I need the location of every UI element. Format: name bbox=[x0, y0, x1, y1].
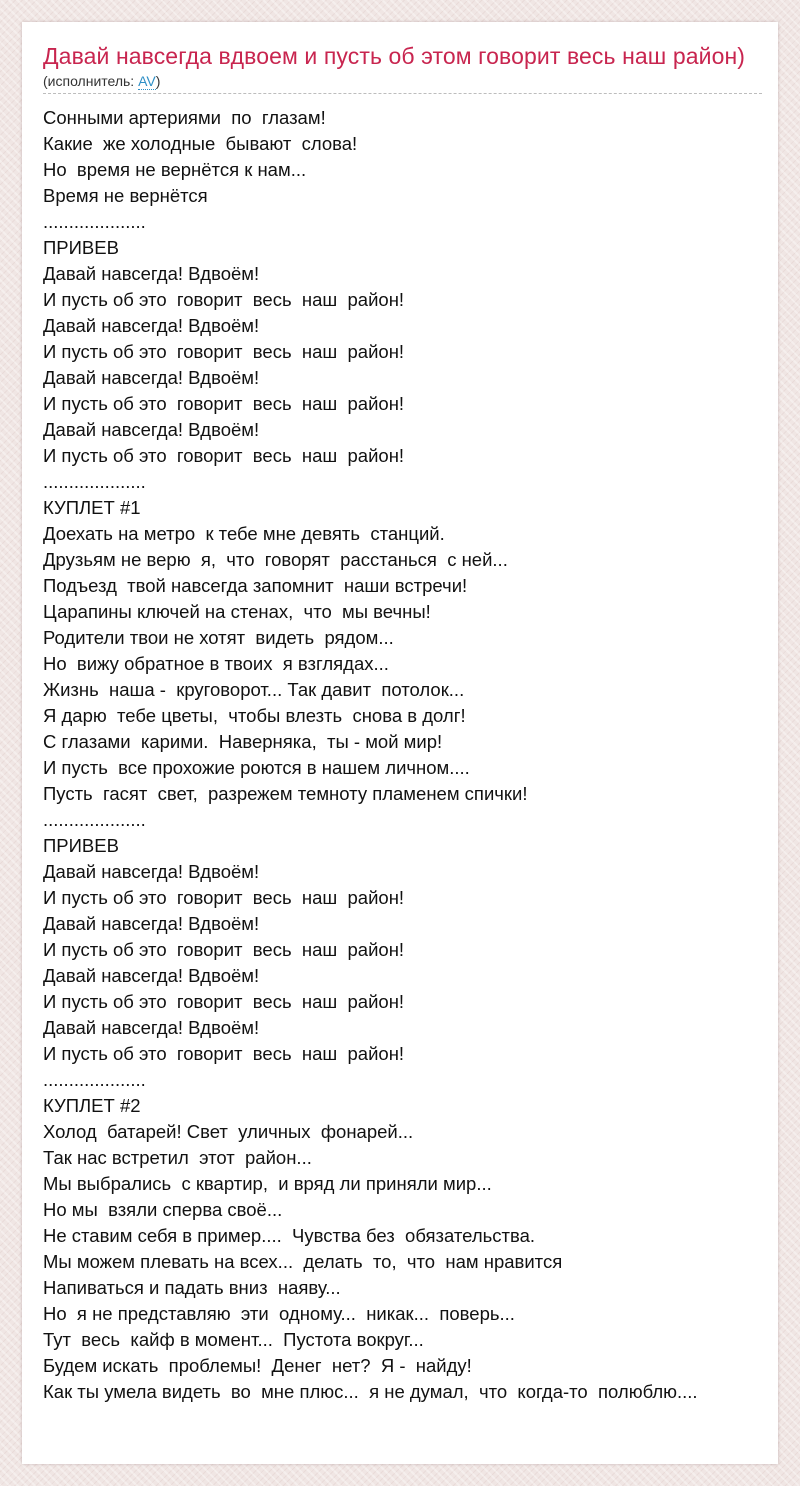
lyric-line: .................... bbox=[43, 471, 146, 492]
lyric-line: Какие же холодные бывают слова! bbox=[43, 133, 358, 154]
lyric-line: .................... bbox=[43, 211, 146, 232]
lyric-line: С глазами карими. Наверняка, ты - мой мир! bbox=[43, 731, 443, 752]
lyric-line: Доехать на метро к тебе мне девять станций. bbox=[43, 523, 445, 544]
lyric-line: Холод батарей! Свет уличных фонарей... bbox=[43, 1121, 414, 1142]
lyric-line: Давай навсегда! Вдвоём! bbox=[43, 419, 260, 440]
lyric-line: Напиваться и падать вниз наяву... bbox=[43, 1277, 341, 1298]
lyric-line: Будем искать проблемы! Денег нет? Я - найду! bbox=[43, 1355, 472, 1376]
lyric-line: Давай навсегда! Вдвоём! bbox=[43, 315, 260, 336]
lyrics-card bbox=[22, 22, 778, 1464]
lyric-line: Давай навсегда! Вдвоём! bbox=[43, 965, 260, 986]
lyric-line: И пусть об это говорит весь наш район! bbox=[43, 1043, 405, 1064]
lyric-line: Друзьям не верю я, что говорят расстанься с ней... bbox=[43, 549, 508, 570]
lyric-line: Царапины ключей на стенах, что мы вечны! bbox=[43, 601, 431, 622]
lyric-line: Давай навсегда! Вдвоём! bbox=[43, 263, 260, 284]
lyric-line: Мы выбрались с квартир, и вряд ли приняли мир... bbox=[43, 1173, 492, 1194]
lyric-line: Родители твои не хотят видеть рядом... bbox=[43, 627, 394, 648]
lyric-line: Давай навсегда! Вдвоём! bbox=[43, 913, 260, 934]
lyric-line: И пусть об это говорит весь наш район! bbox=[43, 991, 405, 1012]
lyric-line: Не ставим себя в пример.... Чувства без обязательства. bbox=[43, 1225, 536, 1246]
lyric-line: Но я не представляю эти одному... никак... поверь... bbox=[43, 1303, 515, 1324]
lyric-line: .................... bbox=[43, 809, 146, 830]
artist-suffix: ) bbox=[155, 73, 161, 89]
lyric-line: И пусть об это говорит весь наш район! bbox=[43, 341, 405, 362]
lyric-line: И пусть об это говорит весь наш район! bbox=[43, 289, 405, 310]
lyric-line: ПРИВЕВ bbox=[43, 237, 119, 258]
artist-prefix: (исполнитель: bbox=[43, 73, 139, 89]
lyric-line: И пусть об это говорит весь наш район! bbox=[43, 393, 405, 414]
lyric-line: КУПЛЕТ #1 bbox=[43, 497, 141, 518]
lyric-line: Пусть гасят свет, разрежем темноту пламенем спички! bbox=[43, 783, 528, 804]
artist-link[interactable]: AV bbox=[138, 73, 156, 89]
lyric-line: Давай навсегда! Вдвоём! bbox=[43, 367, 260, 388]
lyric-line: Как ты умела видеть во мне плюс... я не думал, что когда-то полюблю.... bbox=[43, 1381, 698, 1402]
lyric-line: Но мы взяли сперва своё... bbox=[43, 1199, 283, 1220]
lyric-line: КУПЛЕТ #2 bbox=[43, 1095, 141, 1116]
lyric-line: Тут весь кайф в момент... Пустота вокруг... bbox=[43, 1329, 424, 1350]
lyric-line: Давай навсегда! Вдвоём! bbox=[43, 861, 260, 882]
lyric-line: И пусть все прохожие роются в нашем личном.... bbox=[43, 757, 470, 778]
lyric-line: Сонными артериями по глазам! bbox=[43, 107, 326, 128]
lyric-line: И пусть об это говорит весь наш район! bbox=[43, 887, 405, 908]
lyrics-text bbox=[43, 105, 762, 1405]
lyric-line: Но время не вернётся к нам... bbox=[43, 159, 307, 180]
lyric-line: Давай навсегда! Вдвоём! bbox=[43, 1017, 260, 1038]
lyric-line: Жизнь наша - круговорот... Так давит потолок... bbox=[43, 679, 465, 700]
lyric-line: И пусть об это говорит весь наш район! bbox=[43, 939, 405, 960]
lyric-line: Я дарю тебе цветы, чтобы влезть снова в долг! bbox=[43, 705, 466, 726]
lyric-line: Подъезд твой навсегда запомнит наши встречи! bbox=[43, 575, 468, 596]
artist-line bbox=[43, 73, 762, 94]
lyric-line: Но вижу обратное в твоих я взглядах... bbox=[43, 653, 389, 674]
song-title: Давай навсегда вдвоем и пусть об этом говорит весь наш район) bbox=[43, 43, 746, 69]
lyric-line: .................... bbox=[43, 1069, 146, 1090]
lyric-line: ПРИВЕВ bbox=[43, 835, 119, 856]
lyric-line: Время не вернётся bbox=[43, 185, 208, 206]
lyric-line: Так нас встретил этот район... bbox=[43, 1147, 312, 1168]
lyric-line: И пусть об это говорит весь наш район! bbox=[43, 445, 405, 466]
lyric-line: Мы можем плевать на всех... делать то, что нам нравится bbox=[43, 1251, 563, 1272]
